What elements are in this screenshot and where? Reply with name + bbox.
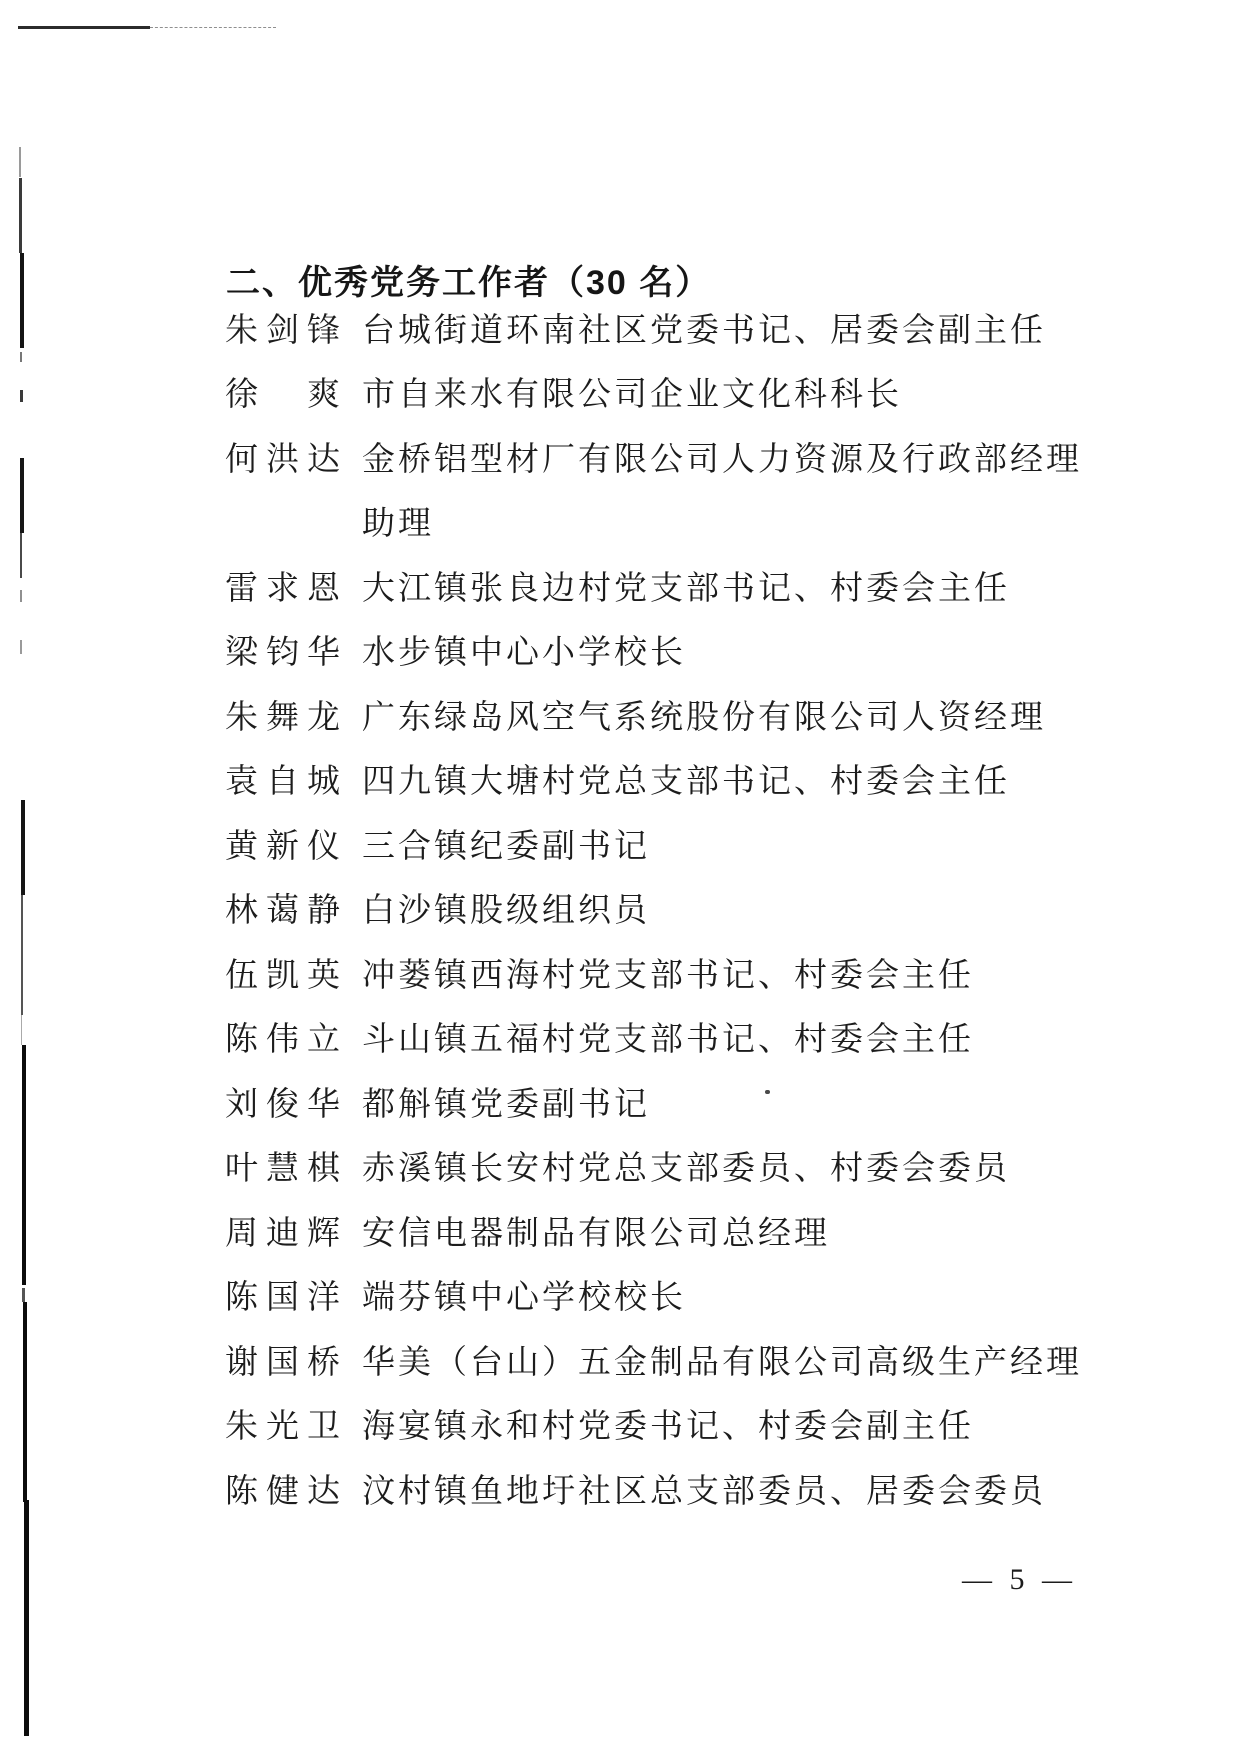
scan-artifact-left-edge xyxy=(21,895,23,1015)
scan-artifact-left-edge xyxy=(19,178,22,253)
person-title-continuation: 助理 xyxy=(362,506,434,543)
person-title: 冲蒌镇西海村党支部书记、村委会主任 xyxy=(362,957,974,994)
scan-artifact-left-edge xyxy=(20,533,22,578)
person-title: 广东绿岛风空气系统股份有限公司人资经理 xyxy=(362,699,1046,736)
person-name: 周迪辉 xyxy=(225,1215,348,1252)
list-item xyxy=(225,682,1125,747)
list-item xyxy=(225,618,1125,683)
person-title: 安信电器制品有限公司总经理 xyxy=(362,1215,830,1252)
person-title: 端芬镇中心学校校长 xyxy=(362,1280,686,1317)
list-item xyxy=(225,747,1125,812)
list-item-continuation xyxy=(225,489,1125,554)
person-title: 三合镇纪委副书记 xyxy=(362,828,650,865)
person-title: 海宴镇永和村党委书记、村委会副主任 xyxy=(362,1409,974,1446)
person-title: 白沙镇股级组织员 xyxy=(362,893,650,930)
person-name: 伍凯英 xyxy=(225,957,348,994)
scan-artifact-left-edge xyxy=(19,147,21,177)
person-name: 林蔼静 xyxy=(225,893,348,930)
person-name: 黄新仪 xyxy=(225,828,348,865)
person-name: 谢国桥 xyxy=(225,1344,348,1381)
scan-artifact-left-edge xyxy=(21,800,25,895)
person-name: 梁钧华 xyxy=(225,635,348,672)
scan-artifact-left-edge xyxy=(20,458,24,533)
person-title: 华美（台山）五金制品有限公司高级生产经理 xyxy=(362,1344,1082,1381)
scan-artifact-left-edge xyxy=(20,352,22,362)
person-name: 叶慧棋 xyxy=(225,1151,348,1188)
list-item xyxy=(225,876,1125,941)
person-title: 市自来水有限公司企业文化科科长 xyxy=(362,377,902,414)
scan-artifact-left-edge xyxy=(20,640,22,654)
person-title: 水步镇中心小学校长 xyxy=(362,635,686,672)
person-title: 斗山镇五福村党支部书记、村委会主任 xyxy=(362,1022,974,1059)
list-item xyxy=(225,1069,1125,1134)
scan-artifact-left-edge xyxy=(21,1015,22,1045)
scan-artifact-left-edge xyxy=(20,590,22,602)
person-title: 四九镇大塘村党总支部书记、村委会主任 xyxy=(362,764,1010,801)
list-item xyxy=(225,360,1125,425)
person-title: 大江镇张良边村党支部书记、村委会主任 xyxy=(362,570,1010,607)
person-name: 朱光卫 xyxy=(225,1409,348,1446)
list-item xyxy=(225,295,1125,360)
person-name: 朱舞龙 xyxy=(225,699,348,736)
scan-artifact-top-line xyxy=(18,26,150,29)
person-name: 袁自城 xyxy=(225,764,348,801)
scan-artifact-left-edge xyxy=(20,253,24,348)
person-name: 陈伟立 xyxy=(225,1022,348,1059)
person-title: 都斛镇党委副书记 xyxy=(362,1086,650,1123)
person-title: 汶村镇鱼地圩社区总支部委员、居委会委员 xyxy=(362,1473,1046,1510)
list-item xyxy=(225,1198,1125,1263)
person-name: 陈健达 xyxy=(225,1473,348,1510)
list-item xyxy=(225,1392,1125,1457)
scan-artifact-left-edge xyxy=(20,390,23,402)
list-item xyxy=(225,1327,1125,1392)
person-name: 陈国洋 xyxy=(225,1280,348,1317)
scan-artifact-left-edge xyxy=(22,1288,25,1302)
list-item xyxy=(225,1456,1125,1521)
person-title: 金桥铝型材厂有限公司人力资源及行政部经理 xyxy=(362,441,1082,478)
person-title: 台城街道环南社区党委书记、居委会副主任 xyxy=(362,312,1046,349)
person-name: 雷求恩 xyxy=(225,570,348,607)
person-name: 徐 爽 xyxy=(225,377,348,414)
scan-artifact-left-edge xyxy=(23,1302,27,1502)
person-title: 赤溪镇长安村党总支部委员、村委会委员 xyxy=(362,1151,1010,1188)
page-number: — 5 — xyxy=(962,1563,1077,1596)
list-item xyxy=(225,1005,1125,1070)
list-item xyxy=(225,424,1125,489)
list-item xyxy=(225,811,1125,876)
person-name: 何洪达 xyxy=(225,441,348,478)
list-item xyxy=(225,1134,1125,1199)
scan-artifact-top-line-faint xyxy=(150,27,276,28)
scan-artifact-left-edge xyxy=(22,1045,26,1285)
awardee-list xyxy=(225,295,1125,1521)
person-name: 朱剑锋 xyxy=(225,312,348,349)
list-item xyxy=(225,940,1125,1005)
person-name: 刘俊华 xyxy=(225,1086,348,1123)
section-heading: 二、优秀党务工作者（30 名） xyxy=(226,264,712,302)
scan-artifact-left-edge xyxy=(24,1500,29,1736)
list-item xyxy=(225,1263,1125,1328)
list-item xyxy=(225,553,1125,618)
